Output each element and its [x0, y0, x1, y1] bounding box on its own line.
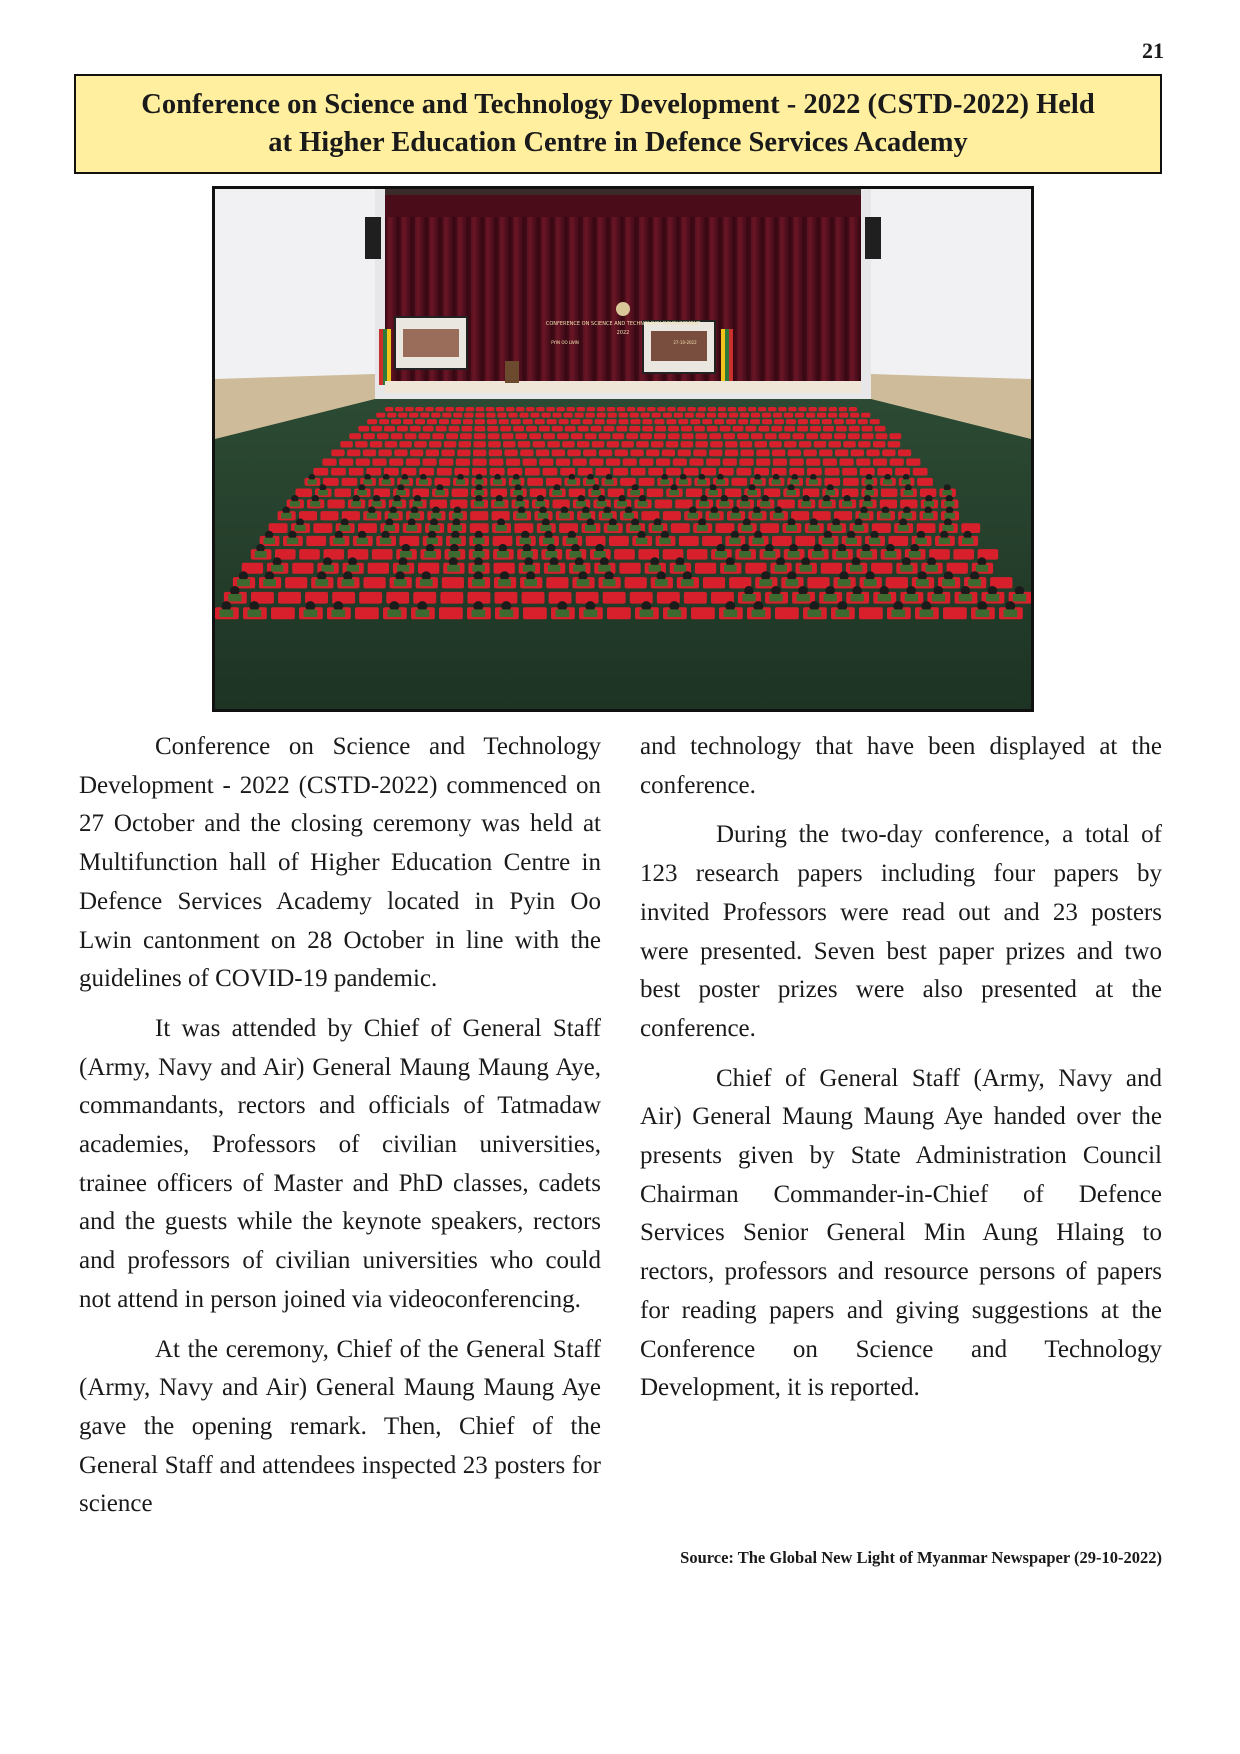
article-title-line-2: at Higher Education Centre in Defence Services Academy	[268, 127, 968, 158]
banner-year: 2022	[616, 330, 630, 336]
paragraph-presents: Chief of General Staff (Army, Navy and Air) General Maung Maung Aye handed over the presents given by State Administration Council Chairman Commander-in-Chief of Defence Services Senior General Min Aung Hlaing to rectors, professors and resource persons of papers for reading papers and giving suggestions at the Conference on Science and Technology Development, it is reported.	[640, 1064, 1162, 1402]
paragraph-attendance: It was attended by Chief of General Staff (Army, Navy and Air) General Maung Maung Aye, commandants, rectors and officials of Tatmadaw academies, Professors of civilian universities, trainee officers of Master and PhD classes, cadets and the guests while the keynote speakers, rectors and professors of civilian universities who could not attend in person joined via videoconferencing.	[79, 1014, 601, 1313]
article-title	[74, 74, 1162, 174]
paragraph-ceremony-continued: and technology that have been displayed at the conference.	[640, 733, 1162, 799]
article-column-right	[640, 728, 1162, 1419]
paragraph-ceremony: At the ceremony, Chief of the General Staff (Army, Navy and Air) General Maung Maung Aye gave the opening remark. Then, Chief of the General Staff and attendees inspected 23 posters for science	[79, 1335, 601, 1518]
source-credit: Source: The Global New Light of Myanmar Newspaper (29-10-2022)	[680, 1548, 1162, 1567]
paragraph-intro: Conference on Science and Technology Development - 2022 (CSTD-2022) commenced on 27 October and the closing ceremony was held at Multifunction hall of Higher Education Centre in Defence Services Academy located in Pyin Oo Lwin cantonment on 28 October in line with the guidelines of COVID-19 pandemic.	[79, 733, 601, 993]
banner-location: PYIN OO LWIN	[551, 340, 579, 345]
article-column-left	[79, 728, 601, 1535]
paragraph-papers: During the two-day conference, a total of 123 research papers including four papers by invited Professors were read out and 23 posters were presented. Seven best paper prizes and two best poster prizes were also presented at the conference.	[640, 821, 1162, 1042]
flag-stand-right	[721, 329, 733, 385]
flag-stand-left	[379, 329, 391, 385]
article-title-line-1: Conference on Science and Technology Development - 2022 (CSTD-2022) Held	[141, 89, 1095, 120]
conference-hall-illustration	[215, 189, 1031, 709]
conference-hall-photo	[212, 186, 1034, 712]
banner-date: 27-10-2022	[673, 340, 697, 345]
banner-title: CONFERENCE ON SCIENCE AND TECHNOLOGY DEVELOPMENT	[545, 321, 701, 327]
page-number: 21	[1142, 38, 1164, 63]
